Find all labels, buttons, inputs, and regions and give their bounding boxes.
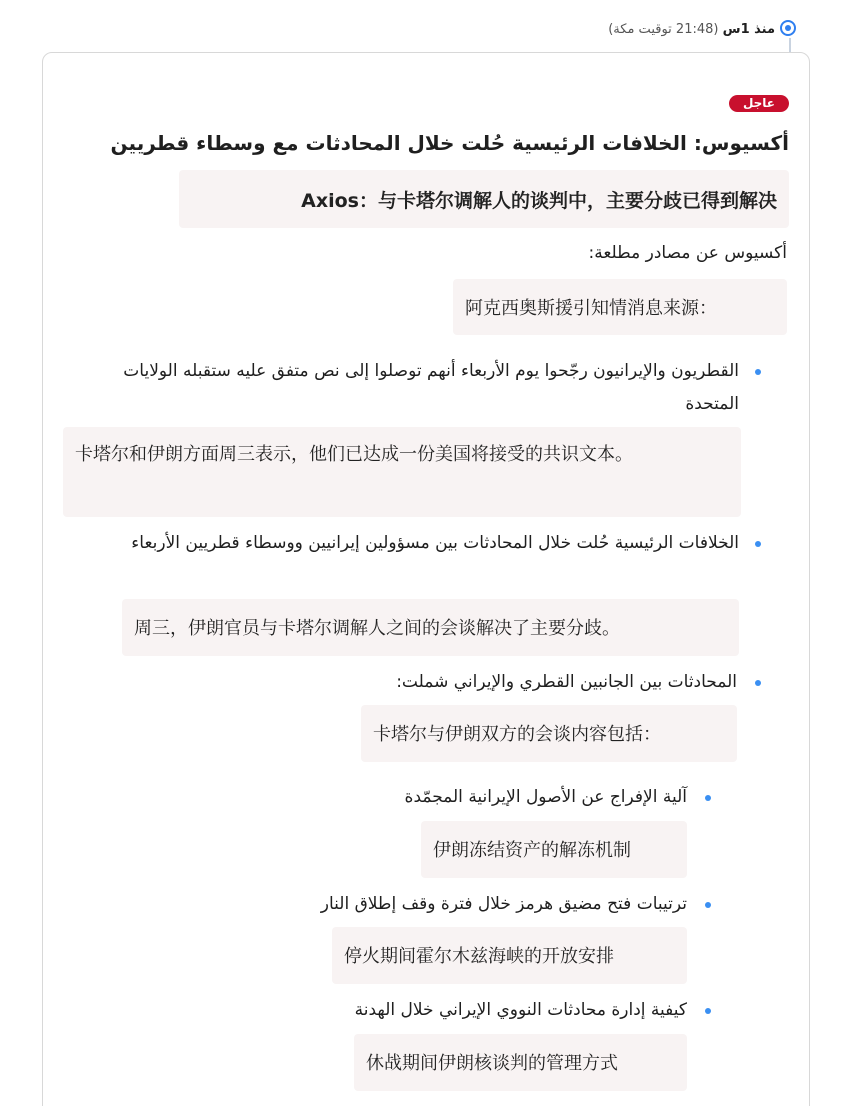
local-time: (21:48 توقيت مكة) (608, 22, 719, 37)
time-ago: منذ 1س (722, 22, 775, 37)
headline-translation: Axios：与卡塔尔调解人的谈判中，主要分歧已得到解决 (179, 170, 789, 228)
news-card (42, 52, 810, 1106)
bullet-dot-icon (755, 680, 761, 686)
bullet-3-translation: 卡塔尔与伊朗双方的会谈内容包括： (361, 705, 737, 762)
bullet-1-translation: 卡塔尔和伊朗方面周三表示，他们已达成一份美国将接受的共识文本。 (63, 427, 741, 517)
source-translation: 阿克西奥斯援引知情消息来源： (453, 279, 787, 335)
timeline-line (789, 38, 791, 52)
sub-bullet-1-translation: 伊朗冻结资产的解冻机制 (421, 821, 687, 878)
bullet-dot-icon (755, 369, 761, 375)
timestamp (608, 22, 775, 37)
bullet-2-translation: 周三，伊朗官员与卡塔尔调解人之间的会谈解决了主要分歧。 (122, 599, 739, 656)
bullet-dot-icon (705, 1008, 711, 1014)
sub-bullet-2-translation: 停火期间霍尔木兹海峡的开放安排 (332, 927, 687, 984)
sub-bullet-2-arabic: ترتيبات فتح مضيق هرمز خلال فترة وقف إطلاق النار (320, 894, 687, 914)
bullet-dot-icon (705, 902, 711, 908)
source-arabic: أكسيوس عن مصادر مطلعة: (588, 243, 787, 263)
sub-bullet-1-arabic: آلية الإفراج عن الأصول الإيرانية المجمّدة (404, 787, 687, 807)
bullet-dot-icon (705, 795, 711, 801)
bullet-3-arabic: المحادثات بين الجانبين القطري والإيراني شملت: (396, 672, 737, 692)
timeline-dot-icon (780, 20, 796, 36)
sub-bullet-3-translation: 休战期间伊朗核谈判的管理方式 (354, 1034, 687, 1091)
bullet-2-arabic: الخلافات الرئيسية حُلت خلال المحادثات بين مسؤولين إيرانيين ووسطاء قطريين الأربعاء (131, 533, 739, 553)
bullet-1-arabic: القطريون والإيرانيون رجّحوا يوم الأربعاء أنهم توصلوا إلى نص متفق عليه ستقبله الولايات المتحدة (123, 361, 739, 414)
bullet-dot-icon (755, 541, 761, 547)
headline-arabic: أكسيوس: الخلافات الرئيسية حُلت خلال المحادثات مع وسطاء قطريين (110, 131, 789, 155)
breaking-badge: عاجل (729, 95, 789, 112)
sub-bullet-3-arabic: كيفية إدارة محادثات النووي الإيراني خلال الهدنة (354, 1000, 687, 1020)
